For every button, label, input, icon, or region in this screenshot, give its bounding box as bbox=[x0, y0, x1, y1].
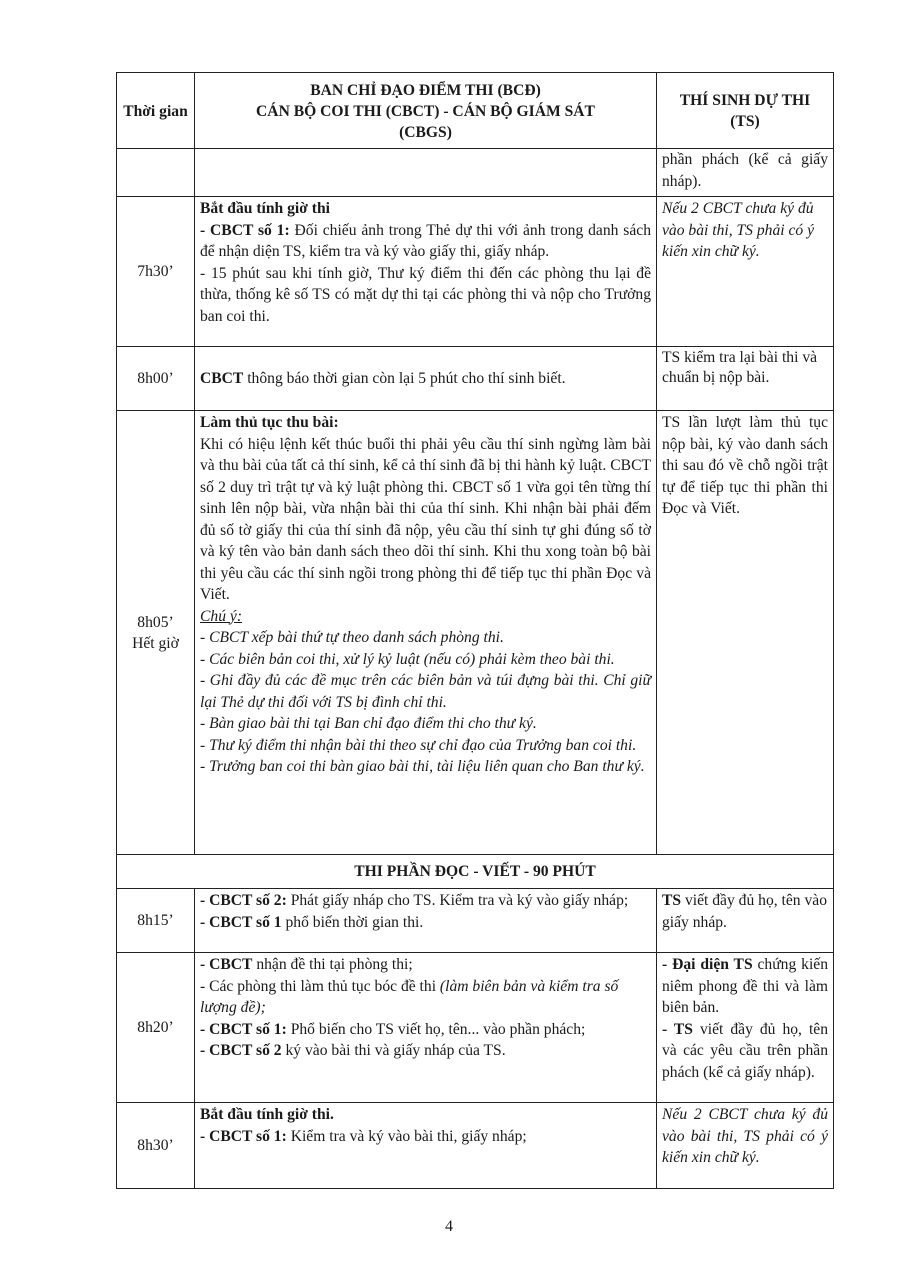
time-cell: 8h30’ bbox=[117, 1103, 195, 1189]
ts-cell: TS kiểm tra lại bài thi và chuẩn bị nộp bài. bbox=[657, 347, 834, 411]
ts-cell: TS viết đầy đủ họ, tên vào giấy nháp. bbox=[657, 889, 834, 953]
header-supervisors: BAN CHỈ ĐẠO ĐIỂM THI (BCĐ) CÁN BỘ COI THI (CBCT) - CÁN BỘ GIÁM SÁT (CBGS) bbox=[195, 73, 657, 149]
table-row bbox=[117, 347, 834, 411]
task-cell: Bắt đầu tính giờ thi. - CBCT số 1: Kiểm tra và ký vào bài thi, giấy nháp; bbox=[195, 1103, 657, 1189]
time-cell: 7h30’ bbox=[117, 197, 195, 347]
section-title: THI PHẦN ĐỌC - VIẾT - 90 PHÚT bbox=[117, 855, 834, 889]
ts-cell: Nếu 2 CBCT chưa ký đủ vào bài thi, TS phải có ý kiến xin chữ ký. bbox=[657, 1103, 834, 1189]
header-time: Thời gian bbox=[117, 73, 195, 149]
procedure-table bbox=[116, 72, 834, 1189]
header-candidates: THÍ SINH DỰ THI (TS) bbox=[657, 73, 834, 149]
ts-cell: TS lần lượt làm thủ tục nộp bài, ký vào danh sách thi sau đó về chỗ ngồi trật tự để tiếp tục thi phần thi Đọc và Viết. bbox=[657, 411, 834, 855]
task-cell: - CBCT số 2: Phát giấy nháp cho TS. Kiểm tra và ký vào giấy nháp; - CBCT số 1 phổ biến thời gian thi. bbox=[195, 889, 657, 953]
time-cell: 8h20’ bbox=[117, 953, 195, 1103]
table-row bbox=[117, 953, 834, 1103]
header-row bbox=[117, 73, 834, 149]
table-row bbox=[117, 197, 834, 347]
ts-cell: - Đại diện TS chứng kiến niêm phong đề thi và làm biên bản. - TS viết đầy đủ họ, tên và các yêu cầu trên phần phách (kể cả giấy nháp). bbox=[657, 953, 834, 1103]
task-cell: - CBCT nhận đề thi tại phòng thi; - Các phòng thi làm thủ tục bóc đề thi (làm biên bản và kiểm tra số lượng đề); - CBCT số 1: Phổ biến cho TS viết họ, tên... vào phần phách; - CBCT số 2 ký vào bài thi và giấy nháp của TS. bbox=[195, 953, 657, 1103]
time-cell: 8h15’ bbox=[117, 889, 195, 953]
table-row bbox=[117, 1103, 834, 1189]
page-number: 4 bbox=[445, 1218, 453, 1235]
table-row bbox=[117, 889, 834, 953]
time-cell: 8h05’ Hết giờ bbox=[117, 411, 195, 855]
task-cell: Bắt đầu tính giờ thi - CBCT số 1: Đối chiếu ảnh trong Thẻ dự thi với ảnh trong danh sách để nhận diện TS, kiểm tra và ký vào giấy thi, giấy nháp. - 15 phút sau khi tính giờ, Thư ký điểm thi đến các phòng thu lại đề thừa, thống kê số TS có mặt dự thi tại các phòng thi và nộp cho Trưởng ban coi thi. bbox=[195, 197, 657, 347]
ts-cell: Nếu 2 CBCT chưa ký đủ vào bài thi, TS phải có ý kiến xin chữ ký. bbox=[657, 197, 834, 347]
time-cell: 8h00’ bbox=[117, 347, 195, 411]
table-row bbox=[117, 149, 834, 197]
task-cell: Làm thủ tục thu bài: Khi có hiệu lệnh kết thúc buổi thi phải yêu cầu thí sinh ngừng làm bài và thu bài của tất cả thí sinh, kể cả thí sinh đã bị thi hành kỷ luật. CBCT số 2 duy trì trật tự và kỷ luật phòng thi. CBCT số 1 vừa gọi tên từng thí sinh lên nộp bài, vừa nhận bài thi của thí sinh. Khi nhận bài phải đếm đủ số tờ giấy thi của thí sinh đã nộp, yêu cầu thí sinh tự ghi đúng số tờ và ký tên vào bản danh sách theo dõi thí sinh. Khi thu xong toàn bộ bài thi yêu cầu các thí sinh ngồi trong phòng thi để tiếp tục thi phần Đọc và Viết. Chú ý: - CBCT xếp bài thứ tự theo danh sách phòng thi. - Các biên bản coi thi, xử lý kỷ luật (nếu có) phải kèm theo bài thi. - Ghi đầy đủ các đề mục trên các biên bản và túi đựng bài thi. Chỉ giữ lại Thẻ dự thi đối với TS bị đình chỉ thi. - Bàn giao bài thi tại Ban chỉ đạo điểm thi cho thư ký. - Thư ký điểm thi nhận bài thi theo sự chỉ đạo của Trưởng ban coi thi. - Trưởng ban coi thi bàn giao bài thi, tài liệu liên quan cho Ban thư ký. bbox=[195, 411, 657, 855]
table-row bbox=[117, 411, 834, 855]
ts-cell: phần phách (kể cả giấy nháp). bbox=[657, 149, 834, 197]
task-cell: CBCT thông báo thời gian còn lại 5 phút cho thí sinh biết. bbox=[195, 347, 657, 411]
section-row bbox=[117, 855, 834, 889]
